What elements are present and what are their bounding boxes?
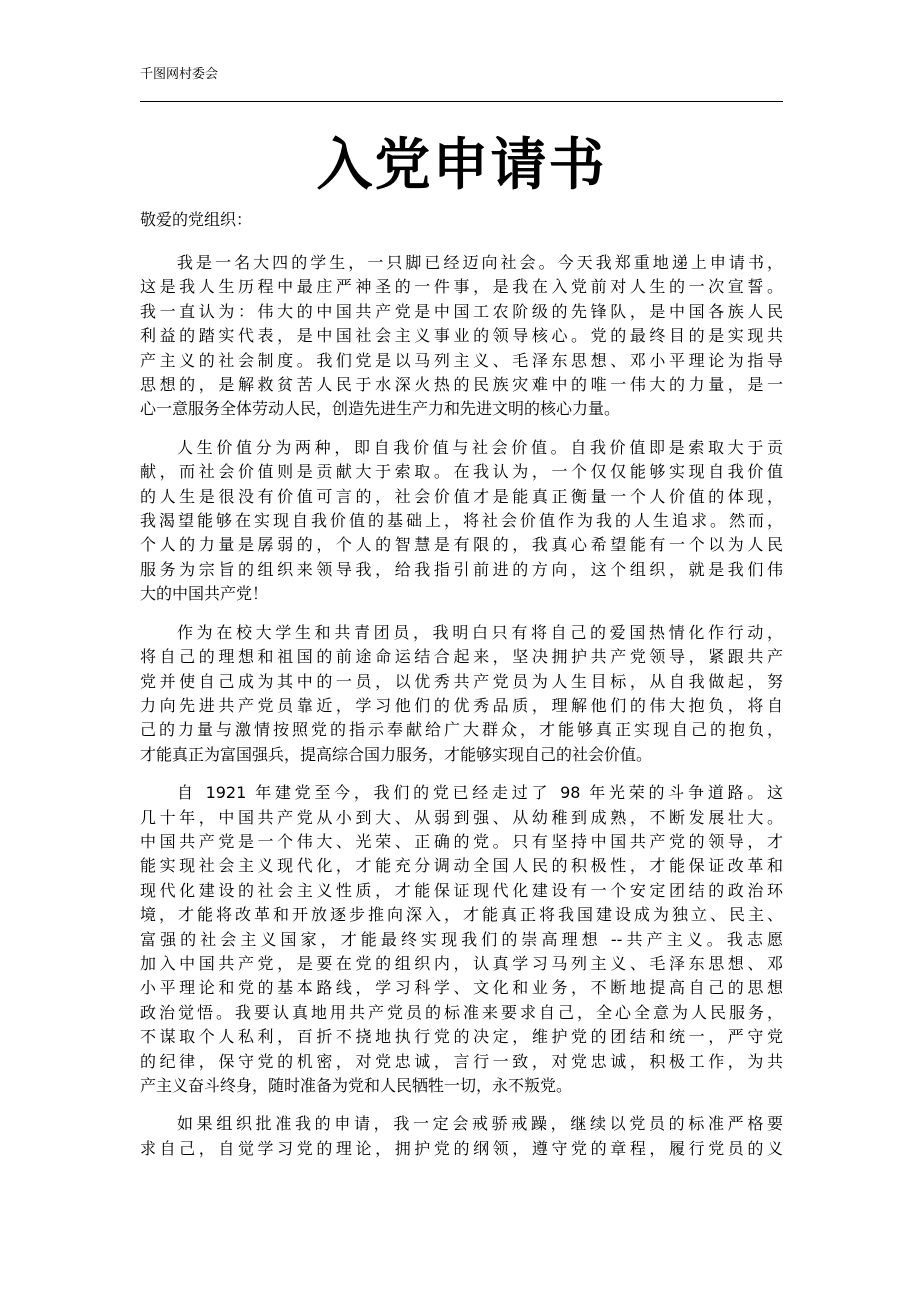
paragraph-line: 个人的力量是孱弱的，个人的智慧是有限的，我真心希望能有一个以为人民 (140, 535, 783, 555)
paragraph-line: 政治觉悟。我要认真地用共产党员的标准来要求自己，全心全意为人民服务， (140, 1002, 783, 1022)
document-title: 入党申请书 (316, 133, 607, 198)
paragraph-line: 作为在校大学生和共青团员，我明白只有将自己的爱国热情化作行动， (177, 622, 783, 642)
paragraph-4 (140, 781, 783, 1098)
paragraph-line: 几十年，中国共产党从小到大、从弱到强、从幼稚到成熟，不断发展壮大。 (140, 807, 783, 827)
paragraph-line: 的人生是很没有价值可言的，社会价值才是能真正衡量一个人价值的体现， (140, 486, 783, 506)
paragraph-line: 才能真正为富国强兵，提高综合国力服务，才能够实现自己的社会价值。 (140, 744, 653, 764)
paragraph-line: 将自己的理想和祖国的前途命运结合起来，坚决拥护共产党领导，紧跟共产 (140, 647, 783, 667)
paragraph-line: 力向先进共产党员靠近，学习他们的优秀品质，理解他们的伟大抱负，将自 (140, 695, 783, 715)
paragraph-1 (140, 251, 783, 422)
paragraph-line: 心一意服务全体劳动人民，创造先进生产力和先进文明的核心力量。 (140, 399, 621, 419)
paragraph-5 (140, 1112, 783, 1161)
paragraph-line: 境，才能将改革和开放逐步推向深入，才能真正将我国建设成为独立、民主、 (140, 905, 783, 925)
paragraph-line: 的纪律，保守党的机密，对党忠诚，言行一致，对党忠诚，积极工作，为共 (140, 1051, 783, 1071)
paragraph-3 (140, 621, 783, 767)
paragraph-line: 我渴望能够在实现自我价值的基础上，将社会价值作为我的人生追求。然而， (140, 511, 783, 531)
salutation: 敬爱的党组织： (140, 210, 253, 229)
paragraph-line: 产主义奋斗终身，随时准备为党和人民牺牲一切，永不叛党。 (140, 1076, 573, 1095)
paragraph-line: 能实现社会主义现代化，才能充分调动全国人民的积极性，才能保证改革和 (140, 856, 783, 876)
paragraph-line: 如果组织批准我的申请，我一定会戒骄戒躁，继续以党员的标准严格要 (177, 1114, 783, 1134)
paragraph-line: 中国共产党是一个伟大、光荣、正确的党。只有坚持中国共产党的领导，才 (140, 831, 783, 851)
paragraph-line: 求自己，自觉学习党的理论，拥护党的纲领，遵守党的章程，履行党员的义 (140, 1138, 783, 1158)
paragraph-line: 献，而社会价值则是贡献大于索取。在我认为，一个仅仅能够实现自我价值 (140, 462, 783, 482)
paragraph-line: 我是一名大四的学生，一只脚已经迈向社会。今天我郑重地递上申请书， (177, 253, 783, 272)
paragraph-line: 己的力量与激情按照党的指示奉献给广大群众，才能够真正实现自己的抱负， (140, 720, 783, 740)
paragraph-line: 人生价值分为两种，即自我价值与社会价值。自我价值即是索取大于贡 (177, 437, 783, 457)
paragraph-line: 利益的踏实代表，是中国社会主义事业的领导核心。党的最终目的是实现共 (140, 326, 783, 346)
paragraph-line: 这是我人生历程中最庄严神圣的一件事，是我在入党前对人生的一次宣誓。 (140, 277, 783, 297)
header-org-name: 千图网村委会 (140, 67, 219, 82)
paragraph-line: 服务为宗旨的组织来领导我，给我指引前进的方向，这个组织，就是我们伟 (140, 559, 783, 579)
paragraph-2 (140, 436, 783, 607)
document-body (140, 251, 783, 1175)
paragraph-line: 加入中国共产党，是要在党的组织内，认真学习马列主义、毛泽东思想、邓 (140, 953, 783, 973)
paragraph-line: 大的中国共产党！ (140, 584, 269, 604)
paragraph-line: 思想的，是解救贫苦人民于水深火热的民族灾难中的唯一伟大的力量，是一 (140, 375, 783, 395)
paragraph-line: 产主义的社会制度。我们党是以马列主义、毛泽东思想、邓小平理论为指导 (140, 350, 783, 370)
paragraph-line: 自 1921 年建党至今，我们的党已经走过了 98 年光荣的斗争道路。这 (177, 783, 783, 803)
paragraph-line: 不谋取个人私利，百折不挠地执行党的决定，维护党的团结和统一，严守党 (140, 1027, 783, 1047)
paragraph-line: 我一直认为：伟大的中国共产党是中国工农阶级的先锋队，是中国各族人民 (140, 301, 783, 321)
paragraph-line: 富强的社会主义国家，才能最终实现我们的崇高理想 --共产主义。我志愿 (140, 929, 783, 949)
paragraph-line: 现代化建设的社会主义性质，才能保证现代化建设有一个安定团结的政治环 (140, 880, 783, 900)
header-divider (140, 101, 783, 102)
paragraph-line: 党并使自己成为其中的一员，以优秀共产党员为人生目标，从自我做起，努 (140, 671, 783, 691)
paragraph-line: 小平理论和党的基本路线，学习科学、文化和业务，不断地提高自己的思想 (140, 978, 783, 998)
